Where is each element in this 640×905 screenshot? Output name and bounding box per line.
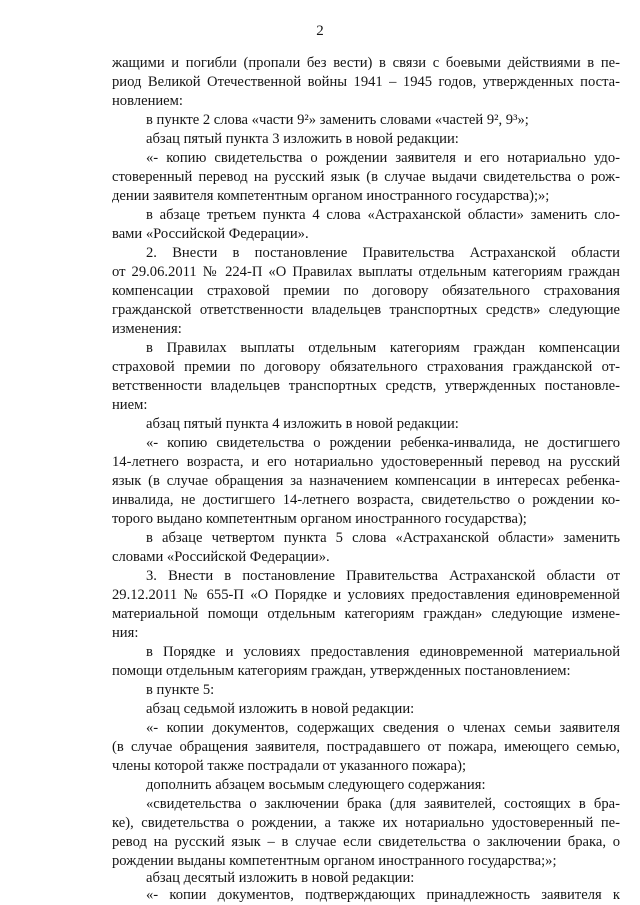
text-line: помощи отдельным категориям граждан, утвержденных постановлением: xyxy=(112,663,571,679)
text-line: «- копии документов, содержащих сведения о членах семьи заявителя xyxy=(146,720,620,736)
text-line: в Правилах выплаты отдельным категориям граждан компенсации xyxy=(146,340,620,356)
text-line: в абзаце четвертом пункта 5 слова «Астраханской области» заменить xyxy=(146,530,620,546)
text-line: в пункте 2 слова «части 9²» заменить словами «частей 9², 9³»; xyxy=(146,112,529,128)
text-line: в Порядке и условиях предоставления единовременной материальной xyxy=(146,644,620,660)
text-line: новлением: xyxy=(112,93,183,109)
text-line: стоверенный перевод на русский язык (в случае выдачи свидетельства о рож- xyxy=(112,169,620,185)
text-line: ке), свидетельства о рождении, а также их нотариально удостоверенный пе- xyxy=(112,815,620,831)
text-line: язык (в случае обращения за назначением компенсации в интересах ребенка- xyxy=(112,473,620,489)
text-line: абзац седьмой изложить в новой редакции: xyxy=(146,701,415,717)
text-line: «- копию свидетельства о рождении ребенка-инвалида, не достигшего xyxy=(146,435,620,451)
text-line: страховой премии по договору обязательного страхования гражданской от- xyxy=(112,359,620,375)
text-line: риод Великой Отечественной войны 1941 – 1945 годов, утвержденных поста- xyxy=(112,74,620,90)
text-line: абзац десятый изложить в новой редакции: xyxy=(146,870,415,886)
text-line: абзац пятый пункта 3 изложить в новой редакции: xyxy=(146,131,459,147)
text-line: жащими и погибли (пропали без вести) в связи с боевыми действиями в пе- xyxy=(112,55,620,71)
page-number: 2 xyxy=(316,23,324,39)
text-line: рождении выданы компетентным органом иностранного государства;»; xyxy=(112,853,557,869)
text-line: вами «Российской Федерации». xyxy=(112,226,309,242)
text-line: материальной помощи отдельным категориям граждан» следующие измене- xyxy=(112,606,620,622)
text-line: ревод на русский язык – в случае если свидетельства о заключении брака, о xyxy=(112,834,620,850)
text-line: словами «Российской Федерации». xyxy=(112,549,330,565)
text-line: гражданской ответственности владельцев транспортных средств» следующие xyxy=(112,302,620,318)
text-line: 29.12.2011 № 655-П «О Порядке и условиях предоставления единовременной xyxy=(112,587,620,603)
text-line: 14-летнего возраста, и его нотариально удостоверенный перевод на русский xyxy=(112,454,620,470)
text-line: ния: xyxy=(112,625,139,641)
text-line: от 29.06.2011 № 224-П «О Правилах выплаты отдельным категориям граждан xyxy=(112,264,620,280)
text-line: абзац пятый пункта 4 изложить в новой редакции: xyxy=(146,416,459,432)
text-line: «свидетельства о заключении брака (для заявителей, состоящих в бра- xyxy=(146,796,620,812)
text-line: изменения: xyxy=(112,321,182,337)
text-line: нием: xyxy=(112,397,148,413)
text-line: 3. Внести в постановление Правительства Астраханской области от xyxy=(146,568,620,584)
text-line: члены которой также пострадали от указанного пожара); xyxy=(112,758,467,774)
text-line: инвалида, не достигшего 14-летнего возраста, свидетельство о рождении ко- xyxy=(112,492,620,508)
text-line: ветственности владельцев транспортных средств, утвержденных постановле- xyxy=(112,378,620,394)
text-line: (в случае обращения заявителя, пострадавшего от пожара, имеющего семью, xyxy=(112,739,620,755)
text-line: торого выдано компетентным органом иностранного государства); xyxy=(112,511,527,527)
text-line: в абзаце третьем пункта 4 слова «Астраханской области» заменить сло- xyxy=(146,207,620,223)
text-line: компенсации страховой премии по договору обязательного страхования xyxy=(112,283,620,299)
text-line: в пункте 5: xyxy=(146,682,215,698)
text-line: дении заявителя компетентным органом иностранного государства);»; xyxy=(112,188,550,204)
text-line: «- копию свидетельства о рождении заявителя и его нотариально удо- xyxy=(146,150,620,166)
text-line: дополнить абзацем восьмым следующего содержания: xyxy=(146,777,486,793)
text-line: «- копии документов, подтверждающих принадлежность заявителя к xyxy=(146,887,620,903)
text-line: 2. Внести в постановление Правительства Астраханской области xyxy=(146,245,620,261)
